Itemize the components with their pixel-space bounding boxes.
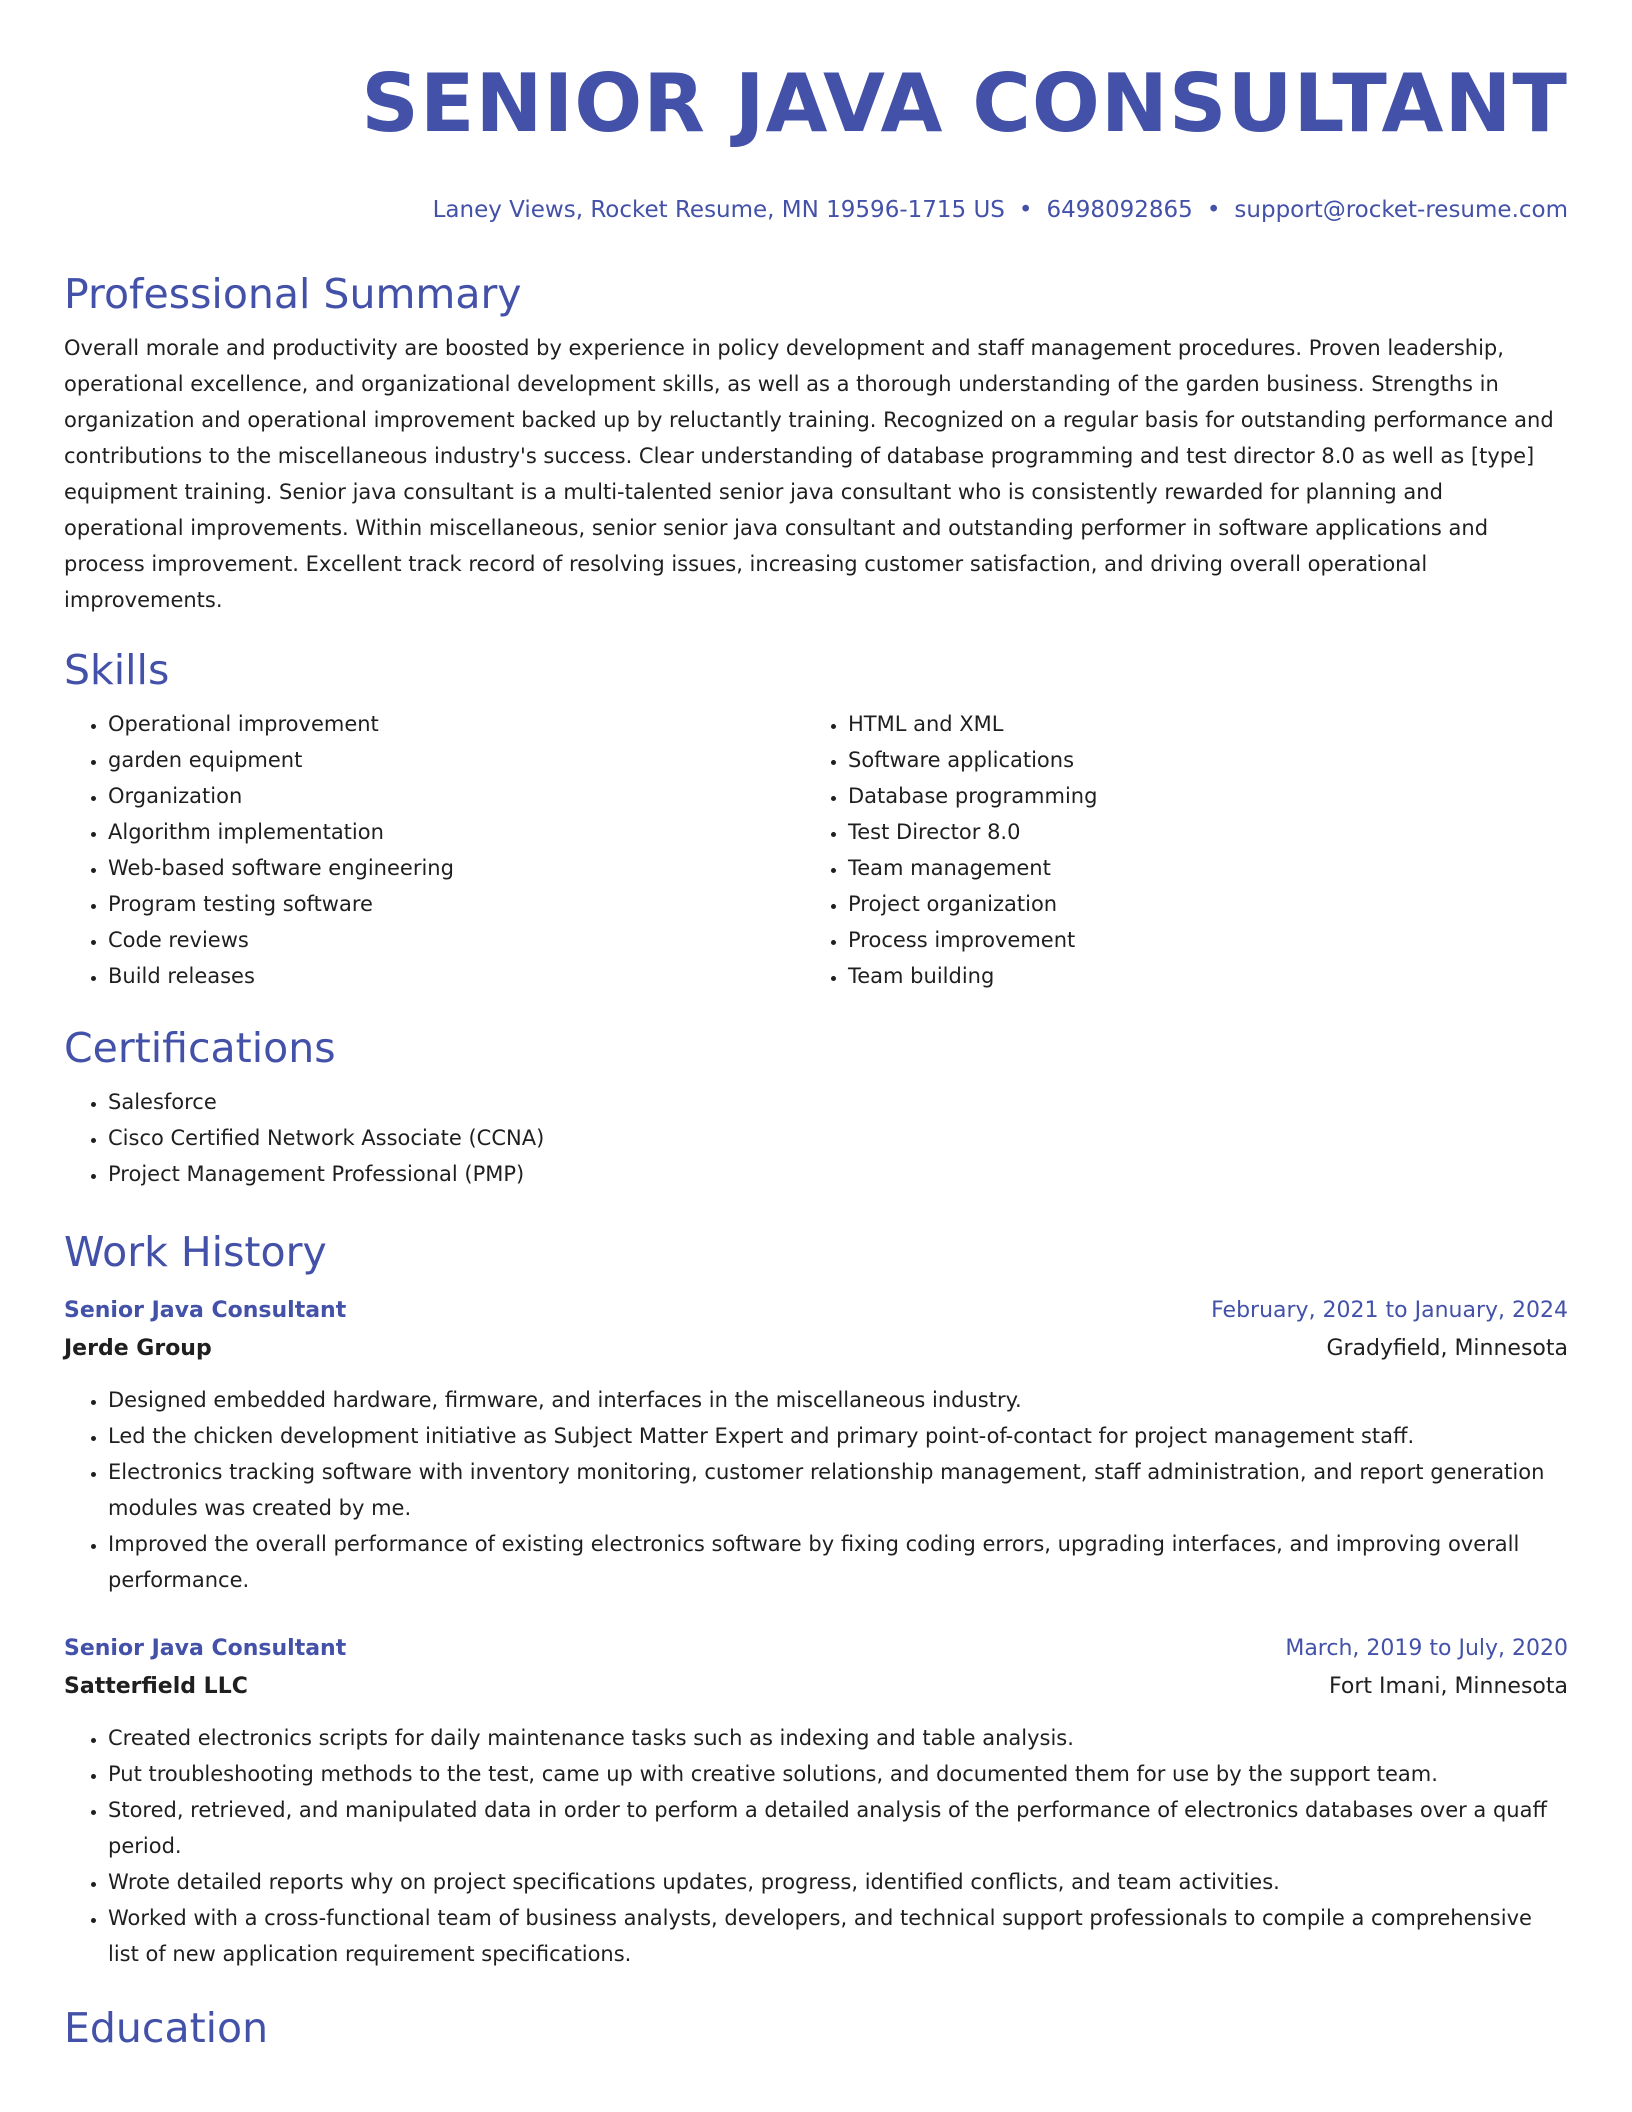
job-entry (64, 1630, 1568, 1972)
certifications-list (64, 1084, 1568, 1192)
job-role: Senior Java Consultant (64, 1636, 347, 1661)
resume-title: SENIOR JAVA CONSULTANT (361, 57, 1568, 150)
certification-item: • Project Management Professional (PMP) (108, 1156, 1568, 1192)
job-bullets (64, 1720, 1568, 1972)
skill-item: • Operational improvement (108, 706, 804, 742)
skills-heading: Skills (64, 646, 170, 694)
job-entry (64, 1292, 1568, 1598)
skill-item: • Database programming (848, 778, 1544, 814)
job-company-row (64, 1668, 1568, 1706)
certification-item: • Cisco Certified Network Associate (CCNA) (108, 1120, 1568, 1156)
skill-item: • Program testing software (108, 886, 804, 922)
skill-item: • Build releases (108, 958, 804, 994)
job-bullet: • Created electronics scripts for daily maintenance tasks such as indexing and table analysis. (108, 1720, 1568, 1756)
skill-item: • Team building (848, 958, 1544, 994)
skill-item: • Code reviews (108, 922, 804, 958)
job-location: Gradyfield, Minnesota (1326, 1336, 1568, 1361)
contact-separator: • (1206, 197, 1221, 223)
skill-item: • Test Director 8.0 (848, 814, 1544, 850)
work-history-heading: Work History (64, 1228, 327, 1276)
skill-item: • Project organization (848, 886, 1544, 922)
job-company: Jerde Group (64, 1336, 212, 1361)
skill-item: • Team management (848, 850, 1544, 886)
job-bullet: • Led the chicken development initiative as Subject Matter Expert and primary point-of-contact for project management staff. (108, 1418, 1568, 1454)
skills-list-left (64, 706, 804, 994)
work-history-section (64, 1226, 1568, 1972)
job-role: Senior Java Consultant (64, 1298, 347, 1323)
job-company-row (64, 1330, 1568, 1368)
job-bullets (64, 1382, 1568, 1598)
summary-section (64, 268, 1568, 618)
skills-list-right (804, 706, 1544, 994)
education-heading: Education (64, 2004, 269, 2052)
contact-address: Laney Views, Rocket Resume, MN 19596-1715 US (432, 197, 1005, 223)
job-bullet: • Put troubleshooting methods to the test, came up with creative solutions, and documented them for use by the support team. (108, 1756, 1568, 1792)
job-bullet: • Electronics tracking software with inventory monitoring, customer relationship management, staff administration, and report generation modules was created by me. (108, 1454, 1568, 1526)
education-section (64, 2002, 1568, 2054)
contact-email: support@rocket-resume.com (1234, 197, 1568, 223)
job-bullet: • Designed embedded hardware, firmware, and interfaces in the miscellaneous industry. (108, 1382, 1568, 1418)
job-bullet: • Wrote detailed reports why on project specifications updates, progress, identified conflicts, and team activities. (108, 1864, 1568, 1900)
summary-text: Overall morale and productivity are boosted by experience in policy development and staff management procedures. Proven leadership, operational excellence, and organizational development skills, as well as a thorough understanding of the garden business. Strengths in organization and operational improvement backed up by reluctantly training. Recognized on a regular basis for outstanding performance and contributions to the miscellaneous industry's success. Clear understanding of database programming and test director 8.0 as well as [type] equipment training. Senior java consultant is a multi-talented senior java consultant who is consistently rewarded for planning and operational improvements. Within miscellaneous, senior senior java consultant and outstanding performer in software applications and process improvement. Excellent track record of resolving issues, increasing customer satisfaction, and driving overall operational improvements. (64, 336, 1554, 612)
summary-heading: Professional Summary (64, 270, 522, 318)
skill-item: • Software applications (848, 742, 1544, 778)
job-header-row (64, 1630, 1568, 1668)
certification-item: • Salesforce (108, 1084, 1568, 1120)
contact-line (64, 194, 1568, 226)
skill-item: • Organization (108, 778, 804, 814)
job-bullet: • Stored, retrieved, and manipulated data in order to perform a detailed analysis of the performance of electronics databases over a quaff period. (108, 1792, 1568, 1864)
job-bullet: • Worked with a cross-functional team of business analysts, developers, and technical support professionals to compile a comprehensive list of new application requirement specifications. (108, 1900, 1568, 1972)
skill-item: • HTML and XML (848, 706, 1544, 742)
certifications-heading: Certifications (64, 1024, 336, 1072)
skill-item: • garden equipment (108, 742, 804, 778)
contact-phone: 6498092865 (1046, 197, 1193, 223)
skills-grid (64, 706, 1568, 994)
contact-separator: • (1018, 197, 1033, 223)
job-company: Satterfield LLC (64, 1674, 248, 1699)
job-dates: March, 2019 to July, 2020 (1285, 1636, 1568, 1661)
job-bullet: • Improved the overall performance of existing electronics software by fixing coding errors, upgrading interfaces, and improving overall performance. (108, 1526, 1568, 1598)
job-location: Fort Imani, Minnesota (1329, 1674, 1568, 1699)
job-dates: February, 2021 to January, 2024 (1211, 1298, 1568, 1323)
skills-column-left (64, 706, 804, 994)
certifications-section (64, 1022, 1568, 1192)
resume-header (64, 0, 1568, 226)
skill-item: • Process improvement (848, 922, 1544, 958)
skill-item: • Web-based software engineering (108, 850, 804, 886)
skills-section (64, 644, 1568, 994)
skill-item: • Algorithm implementation (108, 814, 804, 850)
job-header-row (64, 1292, 1568, 1330)
skills-column-right (804, 706, 1544, 994)
